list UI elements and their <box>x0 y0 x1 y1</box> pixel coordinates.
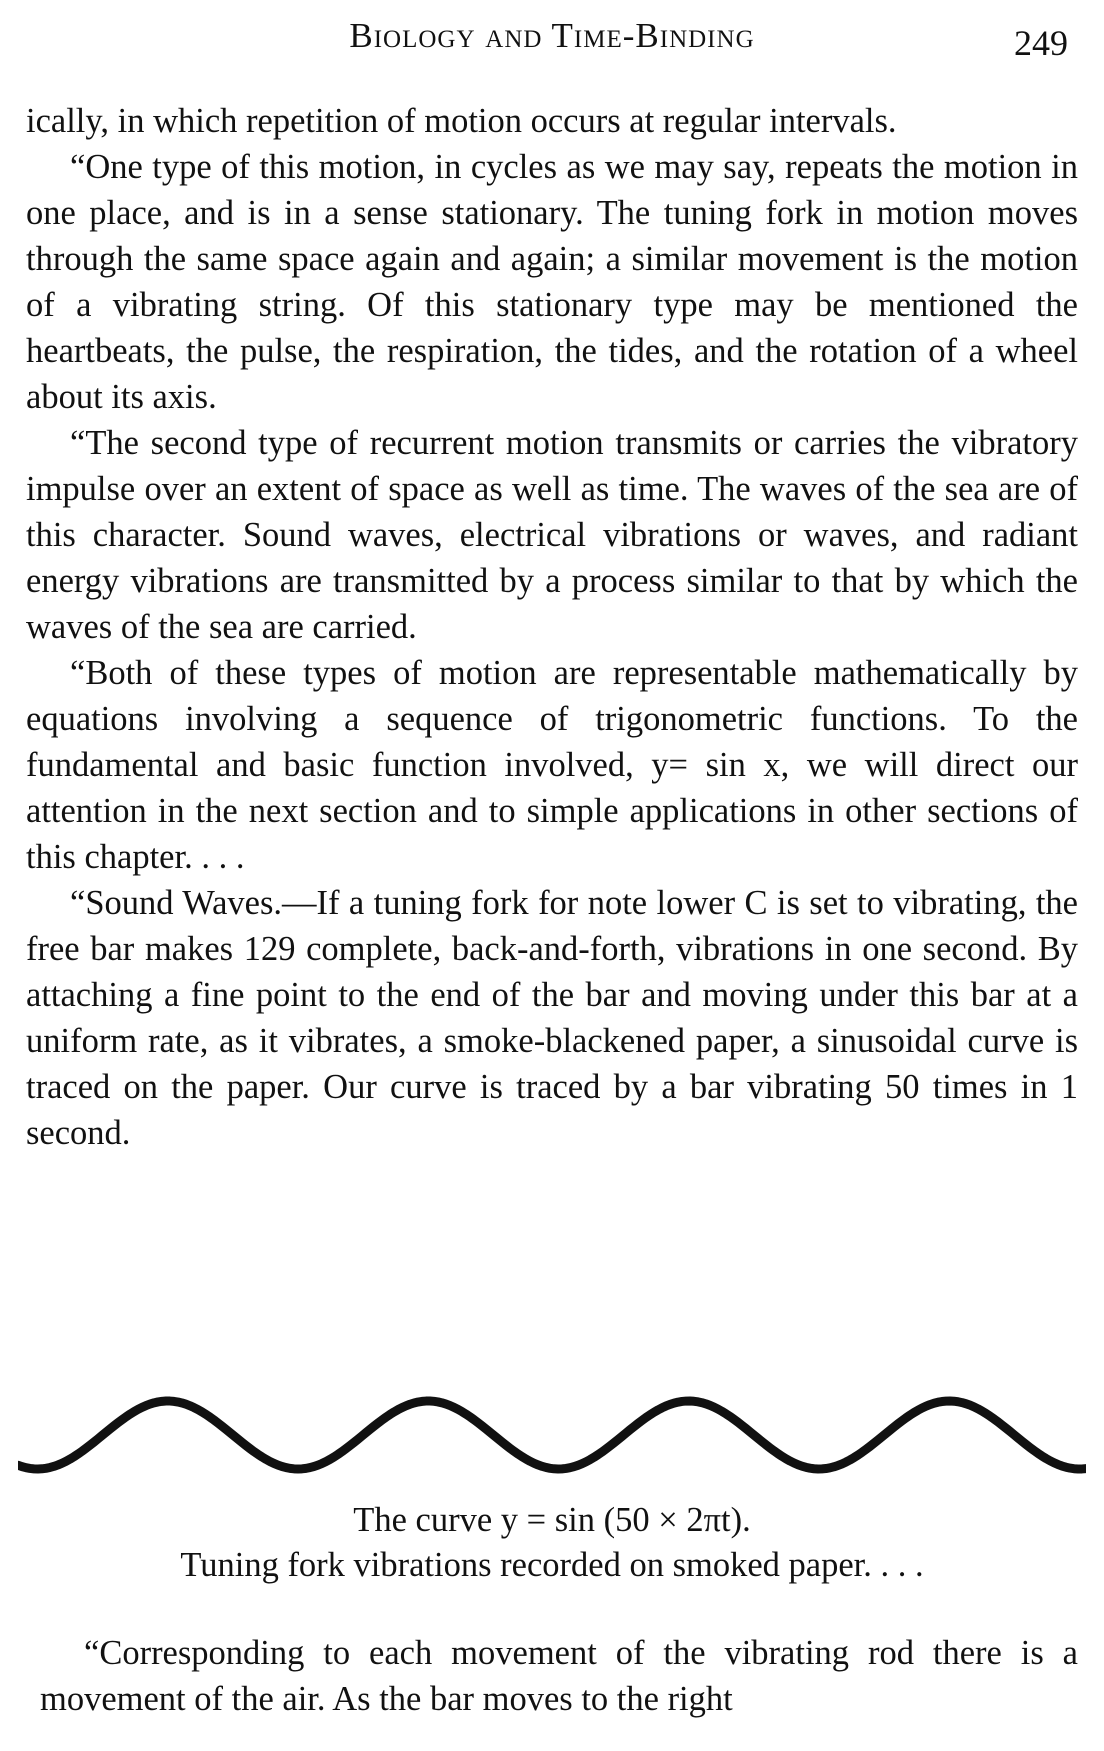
paragraph: ically, in which repetition of motion occurs at regular intervals. <box>26 102 897 140</box>
sine-curve <box>18 1401 1086 1469</box>
paragraph: “Sound Waves.—If a tuning fork for note lower C is set to vibrating, the free bar makes 129 complete, back-and-forth, vibrations in one second. By attaching a fine point to the end of the bar and moving under this bar at a uniform rate, as it vibrates, a smoke-blackened paper, a sinusoidal curve is traced on the paper. Our curve is traced by a bar vibrating 50 times in 1 second. <box>26 884 1078 1152</box>
figure-caption-description: Tuning fork vibrations recorded on smoked paper. . . . <box>180 1546 924 1584</box>
page-number: 249 <box>1014 23 1068 63</box>
page-header <box>0 16 1104 66</box>
body-text <box>26 98 1078 1156</box>
paragraph: “Corresponding to each movement of the vibrating rod there is a movement of the air. As the bar moves to the right <box>40 1634 1078 1718</box>
sine-curve-svg <box>18 1380 1086 1490</box>
sine-curve-figure <box>18 1380 1086 1490</box>
running-head: Biology and Time-Binding <box>349 16 755 55</box>
figure-caption-title: The curve y = sin (50 × 2πt). <box>353 1501 751 1539</box>
paragraph: “The second type of recurrent motion transmits or carries the vibratory impulse over an extent of space as well as time. The waves of the sea are of this character. Sound waves, electrical vibrations or waves, and radiant energy vibrations are transmitted by a process similar to that by which the waves of the sea are carried. <box>26 424 1078 646</box>
paragraph: “Both of these types of motion are representable mathematically by equations involving a sequence of trigonometric functions. To the fundamental and basic function involved, y= sin x, we will direct our attention in the next section and to simple applications in other sections of this chapter. . . . <box>26 654 1078 876</box>
paragraph: “One type of this motion, in cycles as we may say, repeats the motion in one place, and is in a sense stationary. The tuning fork in motion moves through the same space again and again; a similar movement is the motion of a vibrating string. Of this stationary type may be mentioned the heartbeats, the pulse, the respiration, the tides, and the rotation of a wheel about its axis. <box>26 148 1078 416</box>
continuation-text <box>40 1630 1078 1722</box>
